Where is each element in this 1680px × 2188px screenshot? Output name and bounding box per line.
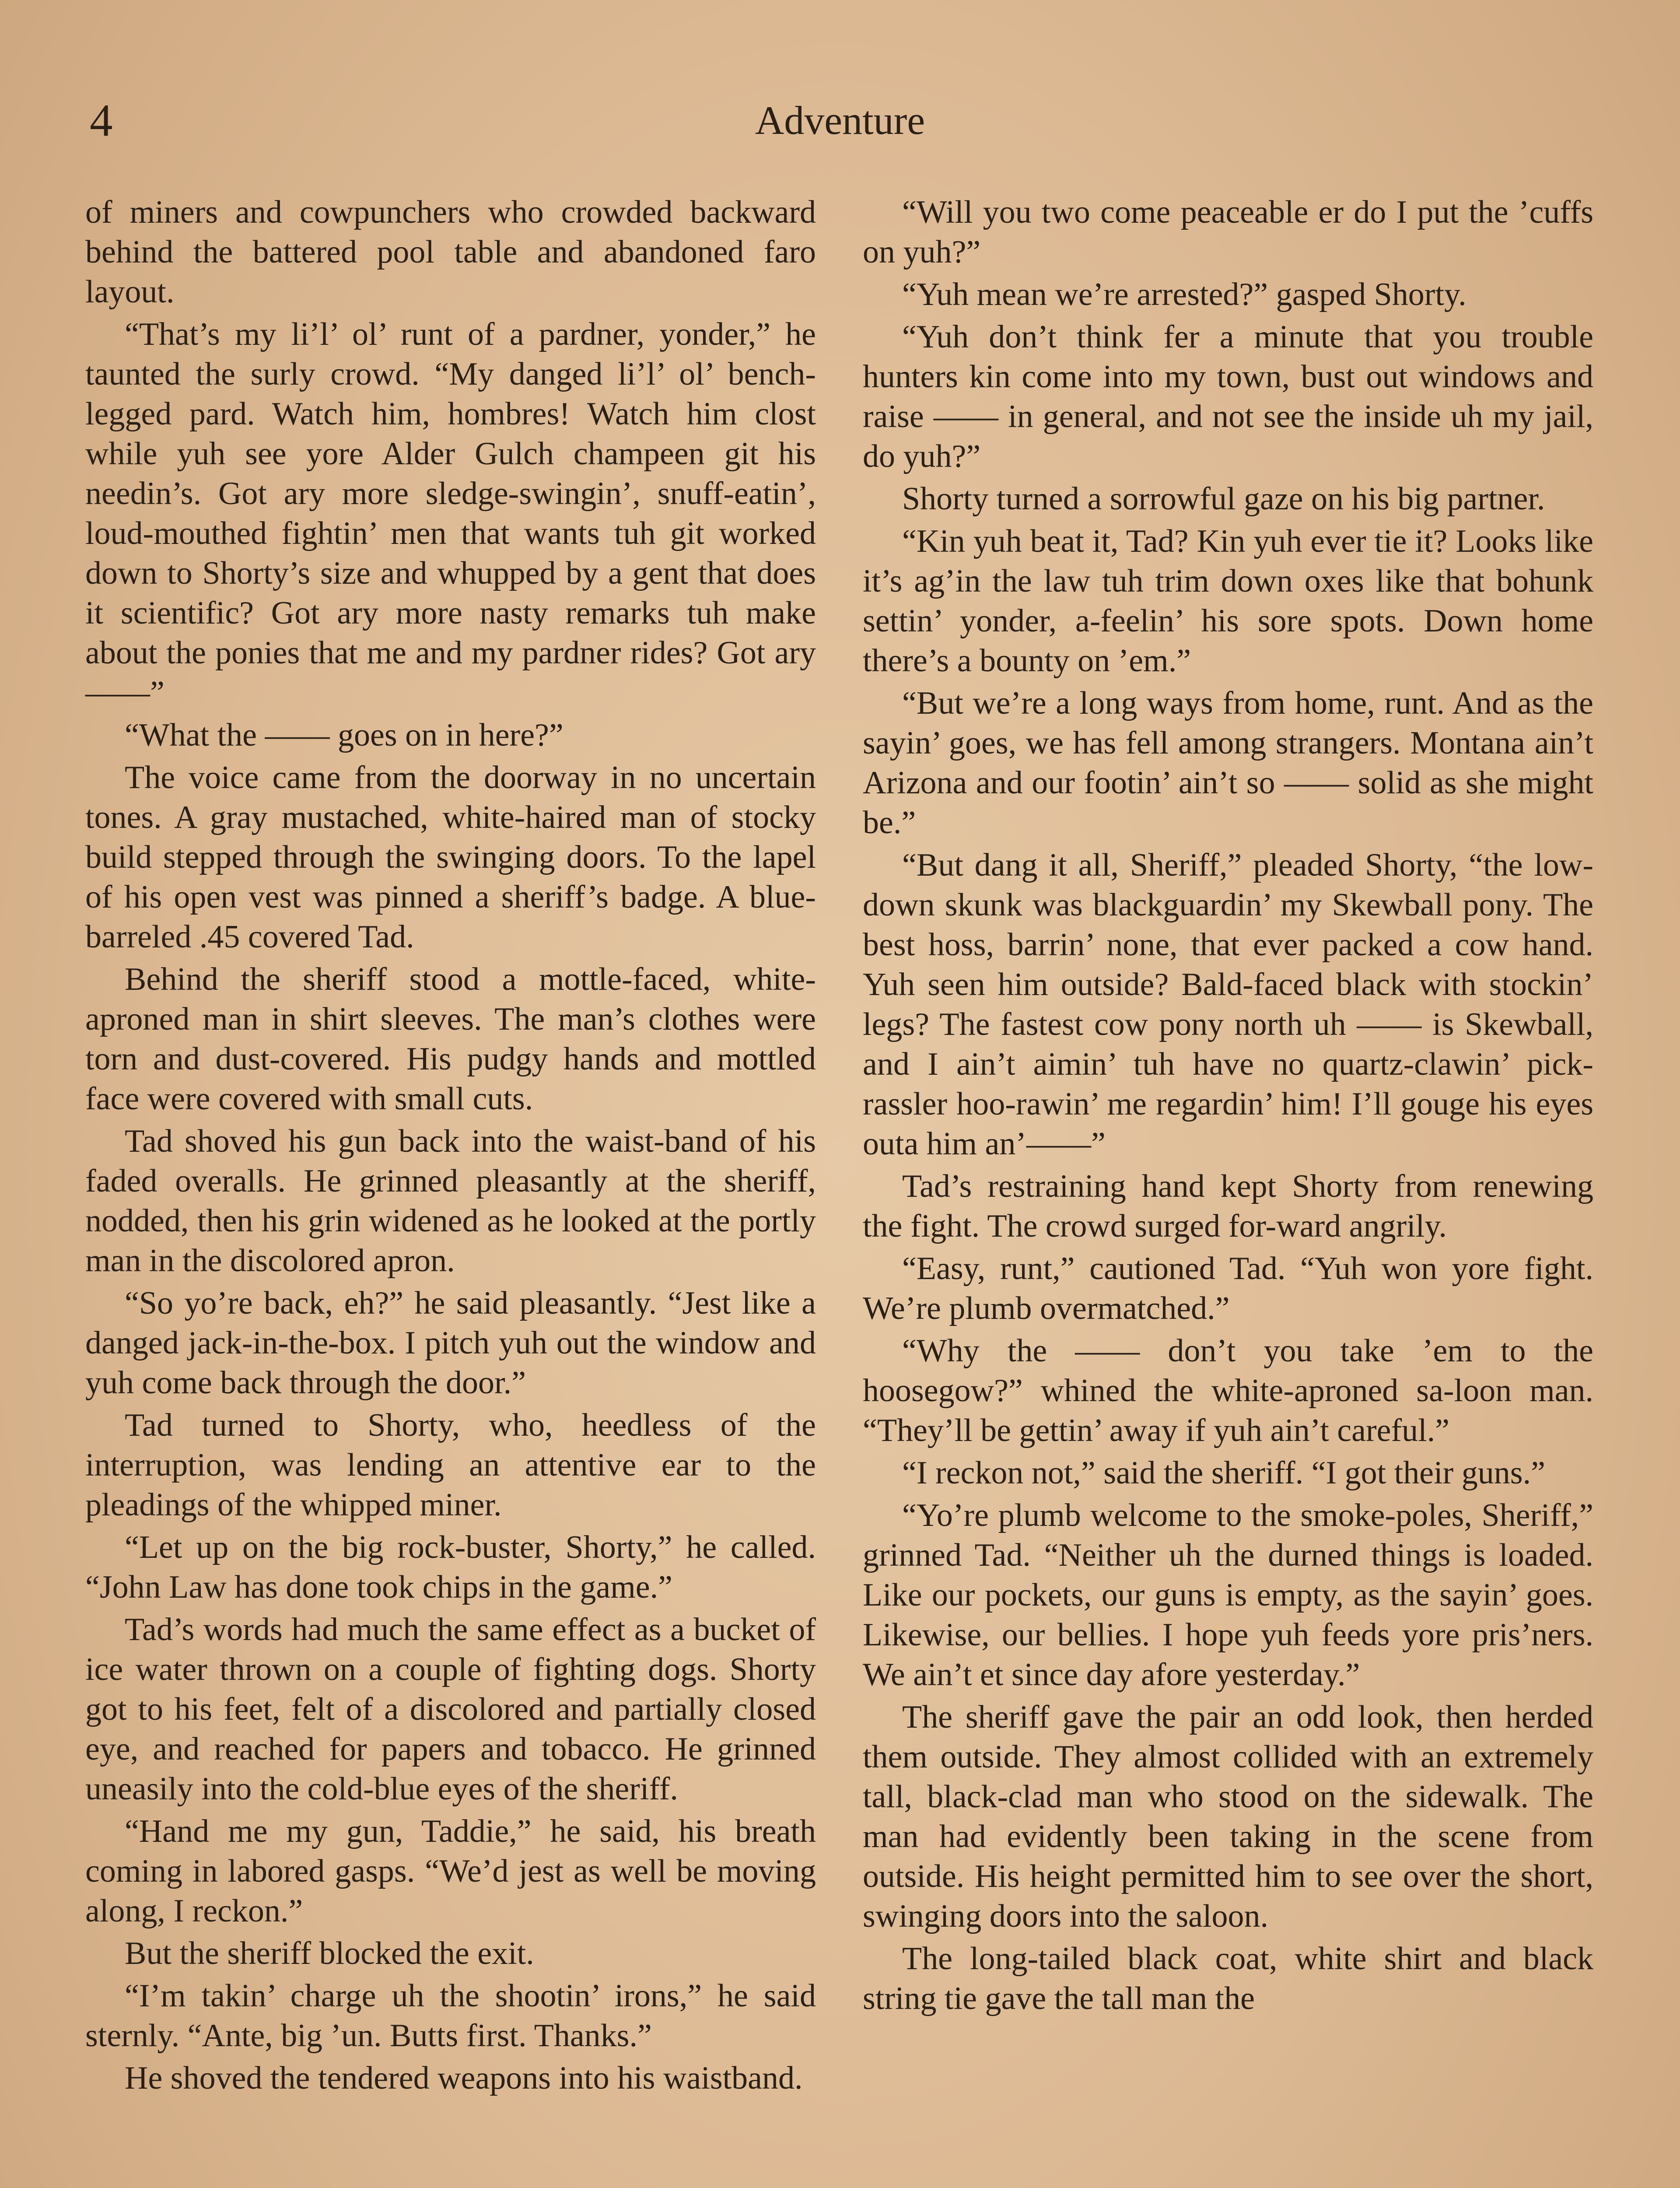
paragraph: Behind the sheriff stood a mottle-faced, white-aproned man in shirt sleeves. The man’s clothes were torn and dust-covered. His pudgy hands and mottled face were covered with small cuts. [85, 961, 816, 1117]
left-column [85, 193, 816, 2101]
paragraph: The long-tailed black coat, white shirt and black string tie gave the tall man the [863, 1941, 1593, 2016]
paragraph: The voice came from the doorway in no uncertain tones. A gray mustached, white-haired man of stocky build stepped through the swinging doors. To the lapel of his open vest was pinned a sheriff’s badge. A blue-barreled .45 covered Tad. [85, 760, 816, 955]
page-header [85, 94, 1595, 151]
paragraph: He shoved the tendered weapons into his waistband. [125, 2060, 803, 2096]
paragraph: “Let up on the big rock-buster, Shorty,” he called. “John Law has done took chips in the game.” [85, 1529, 816, 1605]
right-column [863, 193, 1593, 2021]
paragraph: “Yuh don’t think fer a minute that you trouble hunters kin come into my town, bust out windows and raise —— in general, and not see the inside uh my jail, do yuh?” [863, 319, 1593, 474]
paragraph: But the sheriff blocked the exit. [125, 1936, 534, 1971]
paragraph: “I’m takin’ charge uh the shootin’ irons,” he said sternly. “Ante, big ’un. Butts first. Thanks.” [85, 1978, 816, 2054]
paragraph: “Yuh mean we’re arrested?” gasped Shorty. [902, 277, 1466, 312]
paragraph: “I reckon not,” said the sheriff. “I got their guns.” [902, 1455, 1545, 1491]
paragraph: “That’s my li’l’ ol’ runt of a pardner, yonder,” he taunted the surly crowd. “My danged li’l’ ol’ bench-legged pard. Watch him, hombres! Watch him clost while yuh see yore Alder Gulch champeen git his needin’s. Got ary more sledge-swingin’, snuff-eatin’, loud-mouthed fightin’ men that wants tuh git worked down to Shorty’s size and whupped by a gent that does it scientific? Got ary more nasty remarks tuh make about the ponies that me and my pardner rides? Got ary——” [85, 316, 816, 711]
paragraph: “Hand me my gun, Taddie,” he said, his breath coming in labored gasps. “We’d jest as well be moving along, I reckon.” [85, 1813, 816, 1929]
paragraph: “Will you two come peaceable er do I put the ’cuffs on yuh?” [863, 194, 1593, 270]
paragraph: “But we’re a long ways from home, runt. And as the sayin’ goes, we has fell among strangers. Montana ain’t Arizona and our footin’ ain’t so —— solid as she might be.” [863, 685, 1593, 841]
paragraph: “Why the —— don’t you take ’em to the hoosegow?” whined the white-aproned sa-loon man. “They’ll be gettin’ away if yuh ain’t careful.” [863, 1333, 1593, 1448]
paragraph: “So yo’re back, eh?” he said pleasantly. “Jest like a danged jack-in-the-box. I pitch yuh out the window and yuh come back through the door.” [85, 1285, 816, 1401]
paragraph: The sheriff gave the pair an odd look, then herded them outside. They almost collided with an extremely tall, black-clad man who stood on the sidewalk. The man had evidently been taking in the scene from outside. His height permitted him to see over the short, swinging doors into the saloon. [863, 1699, 1593, 1934]
paragraph: of miners and cowpunchers who crowded backward behind the battered pool table and abandoned faro layout. [85, 194, 816, 310]
paragraph: “Easy, runt,” cautioned Tad. “Yuh won yore fight. We’re plumb overmatched.” [863, 1251, 1593, 1326]
paragraph: “What the —— goes on in here?” [125, 717, 564, 753]
paragraph: Shorty turned a sorrowful gaze on his big partner. [902, 481, 1545, 517]
paragraph: “Yo’re plumb welcome to the smoke-poles, Sheriff,” grinned Tad. “Neither uh the durned things is loaded. Like our pockets, our guns is empty, as the sayin’ goes. Likewise, our bellies. I hope yuh feeds yore pris’ners. We ain’t et since day afore yesterday.” [863, 1497, 1593, 1693]
paragraph: Tad’s words had much the same effect as a bucket of ice water thrown on a couple of fighting dogs. Shorty got to his feet, felt of a discolored and partially closed eye, and reached for papers and tobacco. He grinned uneasily into the cold-blue eyes of the sheriff. [85, 1612, 816, 1807]
magazine-title: Adventure [755, 98, 925, 143]
paragraph: “But dang it all, Sheriff,” pleaded Shorty, “the low-down skunk was blackguardin’ my Skewball pony. The best hoss, barrin’ none, that ever packed a cow hand. Yuh seen him outside? Bald-faced black with stockin’ legs? The fastest cow pony north uh —— is Skewball, and I ain’t aimin’ tuh have no quartz-clawin’ pick-rassler hoo-rawin’ me regardin’ him! I’ll gouge his eyes outa him an’——” [863, 847, 1593, 1162]
paragraph: Tad turned to Shorty, who, heedless of the interruption, was lending an attentive ear to the pleadings of the whipped miner. [85, 1407, 816, 1523]
page-number: 4 [90, 95, 113, 146]
paragraph: Tad shoved his gun back into the waist-band of his faded overalls. He grinned pleasantly at the sheriff, nodded, then his grin widened as he looked at the portly man in the discolored apron. [85, 1123, 816, 1279]
paragraph: Tad’s restraining hand kept Shorty from renewing the fight. The crowd surged for-ward angrily. [863, 1168, 1593, 1244]
paragraph: “Kin yuh beat it, Tad? Kin yuh ever tie it? Looks like it’s ag’in the law tuh trim down oxes like that bohunk settin’ yonder, a-feelin’ his sore spots. Down home there’s a bounty on ’em.” [863, 523, 1593, 679]
